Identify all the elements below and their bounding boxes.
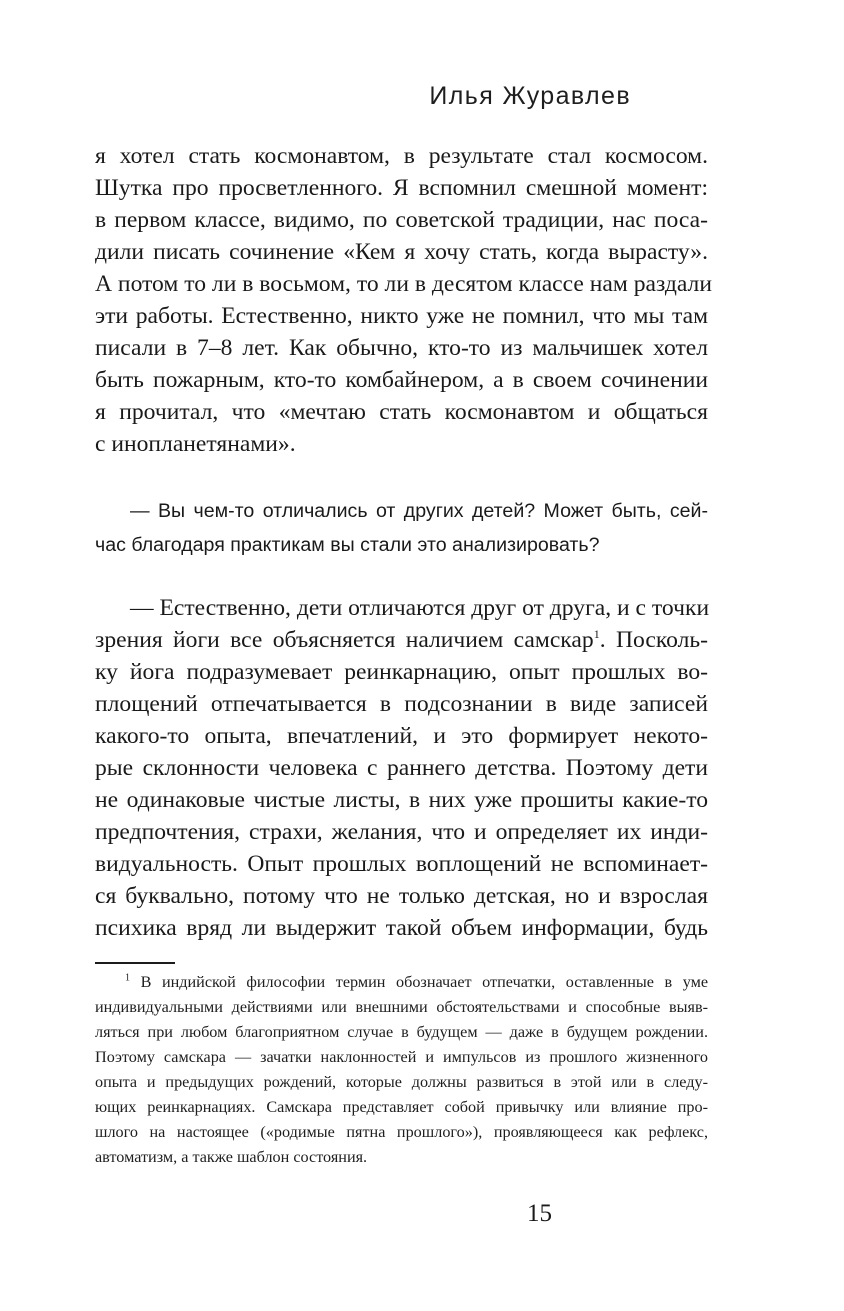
footnote-reference: 1 xyxy=(593,627,600,642)
footnote-line: Поэтому самскара — зачатки наклонностей и импульсов из прошлого жизненного xyxy=(95,1048,708,1066)
text-line: с инопланетянами». xyxy=(95,431,296,457)
text-line: ся буквально, потому что не только детская, но и взрослая xyxy=(95,883,708,909)
text-line: дили писать сочинение «Кем я хочу стать, когда вырасту». xyxy=(95,239,708,265)
text-line: А потом то ли в восьмом, то ли в десятом классе нам раздали xyxy=(95,271,712,297)
text-line: писали в 7–8 лет. Как обычно, кто-то из мальчишек хотел xyxy=(95,335,708,361)
text-line: — Естественно, дети отличаются друг от друга, и с точки xyxy=(130,595,710,621)
footnote-line: ющих реинкарнациях. Самскара представляет собой привычку или влияние про- xyxy=(95,1098,708,1116)
text-line: рые склонности человека с раннего детства. Поэтому дети xyxy=(95,755,708,781)
footnote-line: автоматизм, а также шаблон состояния. xyxy=(95,1148,368,1166)
text-line: я хотел стать космонавтом, в результате стал космосом. xyxy=(95,143,708,169)
text-line: какого-то опыта, впечатлений, и это формирует некото- xyxy=(95,723,708,749)
text-line: в первом классе, видимо, по советской традиции, нас поса- xyxy=(95,207,708,233)
footnote-line: шлого на настоящее («родимые пятна прошлого»), проявляющееся как рефлекс, xyxy=(95,1123,708,1141)
text-line: эти работы. Естественно, никто уже не помнил, что мы там xyxy=(95,303,708,329)
text-span: . Посколь- xyxy=(599,627,708,653)
footnote-line: индивидуальными действиями или внешними обстоятельствами и способные выяв- xyxy=(95,998,708,1016)
text-line: психика вряд ли выдержит такой объем информации, будь xyxy=(95,915,708,941)
text-line-with-footnote xyxy=(95,624,708,656)
footnote-line: опыта и предыдущих рождений, которые должны развиться в этой или в следу- xyxy=(95,1073,708,1091)
text-line: Шутка про просветленного. Я вспомнил смешной момент: xyxy=(95,175,708,201)
running-header-author: Илья Журавлев xyxy=(429,82,631,110)
text-line: быть пожарным, кто-то комбайнером, а в своем сочинении xyxy=(95,367,708,393)
footnote-line: ляться при любом благоприятном случае в будущем — даже в будущем рождении. xyxy=(95,1023,708,1041)
page-number: 15 xyxy=(527,1200,552,1227)
text-line: видуальность. Опыт прошлых воплощений не вспоминает- xyxy=(95,851,708,877)
footnote-text: В индийской философии термин обозначает отпечатки, оставленные в уме xyxy=(140,973,709,991)
text-line: площений отпечатывается в подсознании в виде записей xyxy=(95,691,708,717)
footnote-line xyxy=(125,970,708,995)
footnote-separator xyxy=(95,962,175,964)
question-line: час благодаря практикам вы стали это анализировать? xyxy=(95,534,600,556)
text-line: не одинаковые чистые листы, в них уже прошиты какие-то xyxy=(95,787,708,813)
text-line: предпочтения, страхи, желания, что и определяет их инди- xyxy=(95,819,708,845)
question-line: — Вы чем-то отличались от других детей? Может быть, сей- xyxy=(130,500,708,522)
text-line: ку йога подразумевает реинкарнацию, опыт прошлых во- xyxy=(95,659,708,685)
text-span: зрения йоги все объясняется наличием самскар xyxy=(95,627,594,653)
footnote-marker: 1 xyxy=(125,972,130,984)
text-line: я прочитал, что «мечтаю стать космонавтом и общаться xyxy=(95,399,708,425)
